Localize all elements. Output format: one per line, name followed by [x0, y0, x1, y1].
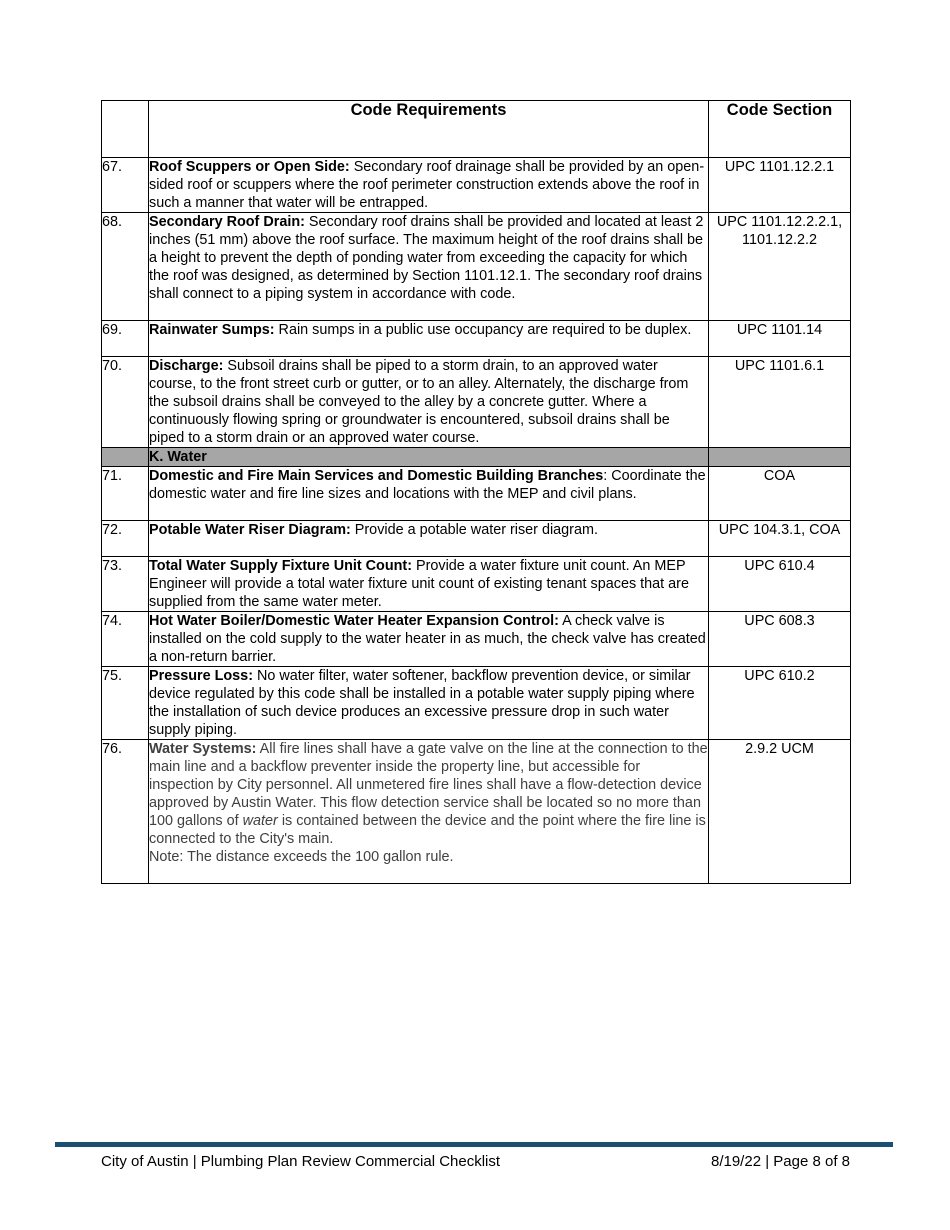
item-requirement [149, 521, 709, 557]
item-text-continued: is contained between the device and the point where the fire line is connected to the City's main. [149, 813, 706, 847]
item-number: 69. [102, 321, 149, 357]
item-number: 74. [102, 612, 149, 667]
item-code-section: UPC 1101.14 [709, 321, 851, 357]
item-code-section: 2.9.2 UCM [709, 740, 851, 884]
table-row [102, 357, 851, 448]
table-header-row [102, 101, 851, 158]
table-row [102, 612, 851, 667]
item-requirement [149, 467, 709, 521]
item-code-section: UPC 610.2 [709, 667, 851, 740]
item-number: 70. [102, 357, 149, 448]
item-text: Provide a water fixture unit count. An MEP Engineer will provide a total water fixture unit count of existing tenant spaces that are supplied from the same water meter. [149, 558, 689, 610]
header-number [102, 101, 149, 158]
footer-divider [55, 1142, 893, 1147]
item-code-section: UPC 610.4 [709, 557, 851, 612]
item-code-section: UPC 1101.12.2.1 [709, 158, 851, 213]
section-code [709, 448, 851, 467]
item-requirement [149, 612, 709, 667]
section-number [102, 448, 149, 467]
table-row [102, 321, 851, 357]
item-code-section: UPC 1101.12.2.2.1, 1101.12.2.2 [709, 213, 851, 321]
item-title: Water Systems: [149, 741, 257, 757]
header-code-requirements: Code Requirements [149, 101, 709, 158]
item-number: 76. [102, 740, 149, 884]
section-title: K. Water [149, 448, 709, 467]
item-number: 67. [102, 158, 149, 213]
item-title: Roof Scuppers or Open Side: [149, 159, 350, 175]
item-text: Subsoil drains shall be piped to a storm drain, to an approved water course, to the front street curb or gutter, or to an alley. Alternately, the discharge from the subsoil drains shall be conveyed to the alley by a concrete gutter. Where a continuously flowing spring or groundwater is encountered, subsoil drains shall be piped to a storm drain or an approved water course. [149, 358, 689, 446]
item-code-section: COA [709, 467, 851, 521]
item-number: 73. [102, 557, 149, 612]
item-title: Pressure Loss: [149, 668, 253, 684]
item-title: Potable Water Riser Diagram: [149, 522, 351, 538]
item-text: Provide a potable water riser diagram. [350, 522, 598, 538]
item-text: Secondary roof drains shall be provided and located at least 2 inches (51 mm) above the roof surface. The maximum height of the roof drains shall be a height to prevent the depth of ponding water from exceeding the capacity for which the roof was designed, as determined by Section 1101.12.1. The secondary roof drains shall connect to a piping system in accordance with code. [149, 214, 704, 302]
table-row [102, 667, 851, 740]
item-note: Note: The distance exceeds the 100 gallon rule. [149, 849, 454, 865]
item-text: No water filter, water softener, backflow prevention device, or similar device regulated by this code shall be installed in a potable water supply piping where the installation of such device produces an excessive pressure drop in such water supply piping. [149, 668, 695, 738]
item-text-italic: water [242, 813, 278, 829]
table-row [102, 213, 851, 321]
item-requirement [149, 557, 709, 612]
item-text: A check valve is installed on the cold supply to the water heater in as much, the check valve has created a non-return barrier. [149, 613, 706, 665]
item-requirement [149, 740, 709, 884]
table-row [102, 557, 851, 612]
item-code-section: UPC 1101.6.1 [709, 357, 851, 448]
table-row [102, 158, 851, 213]
item-title: Total Water Supply Fixture Unit Count: [149, 558, 413, 574]
footer-document-title: City of Austin | Plumbing Plan Review Commercial Checklist [101, 1153, 501, 1170]
item-text: Rain sumps in a public use occupancy are required to be duplex. [274, 322, 692, 338]
item-requirement [149, 213, 709, 321]
table-row [102, 467, 851, 521]
item-requirement [149, 321, 709, 357]
item-number: 71. [102, 467, 149, 521]
item-text: Secondary roof drainage shall be provided by an open-sided roof or scuppers where the roof perimeter construction extends above the roof in such a manner that water will be entrapped. [149, 159, 705, 211]
item-number: 72. [102, 521, 149, 557]
item-title: Secondary Roof Drain: [149, 214, 305, 230]
header-code-section: Code Section [709, 101, 851, 158]
item-code-section: UPC 104.3.1, COA [709, 521, 851, 557]
item-text: All fire lines shall have a gate valve on the line at the connection to the main line and a backflow preventer inside the property line, but accessible for inspection by City personnel. All unmetered fire lines shall have a flow-detection device approved by Austin Water. This flow detection service shall be located so no more than 100 gallons of [149, 741, 708, 829]
item-requirement [149, 357, 709, 448]
item-number: 75. [102, 667, 149, 740]
table-row [102, 740, 851, 884]
item-title: Rainwater Sumps: [149, 322, 275, 338]
item-number: 68. [102, 213, 149, 321]
item-requirement [149, 667, 709, 740]
checklist-table [101, 100, 851, 884]
footer-date-page: 8/19/22 | Page 8 of 8 [710, 1153, 850, 1170]
item-requirement [149, 158, 709, 213]
table-row [102, 521, 851, 557]
item-code-section: UPC 608.3 [709, 612, 851, 667]
item-text: : Coordinate the domestic water and fire line sizes and locations with the MEP and civil plans. [149, 468, 706, 502]
section-row [102, 448, 851, 467]
item-title: Domestic and Fire Main Services and Domestic Building Branches [149, 468, 604, 484]
item-title: Discharge: [149, 358, 224, 374]
item-title: Hot Water Boiler/Domestic Water Heater Expansion Control: [149, 613, 559, 629]
